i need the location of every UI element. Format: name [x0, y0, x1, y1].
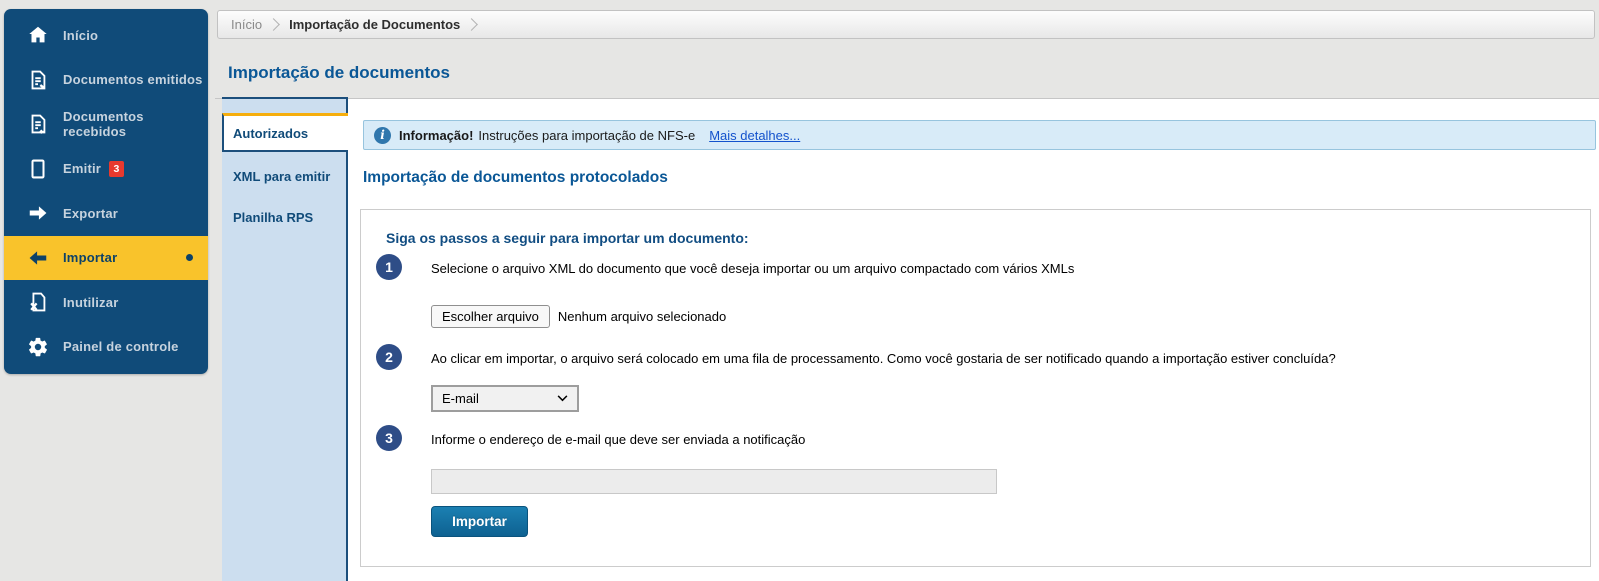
sidebar-item-exportar[interactable]: [4, 191, 208, 236]
step-3-text: Informe o endereço de e-mail que deve ser enviada a notificação: [431, 432, 806, 447]
sidebar-item-painel-de-controle[interactable]: [4, 325, 208, 370]
sidebar-item-label: Inutilizar: [63, 294, 119, 310]
sidebar-item-label: Início: [63, 27, 99, 43]
file-input: [431, 305, 726, 328]
more-details-link[interactable]: Mais detalhes...: [709, 127, 801, 143]
sidebar-item-label: Importar: [63, 250, 118, 266]
document-received-icon: [27, 113, 49, 135]
chevron-down-icon: [557, 395, 568, 402]
sidebar-item-documentos-recebidos[interactable]: [4, 102, 208, 147]
export-arrow-icon: [27, 202, 49, 224]
sidebar-item-label: Documentos recebidos: [63, 109, 144, 140]
chevron-right-icon: [267, 18, 280, 31]
sidebar-item-emitir[interactable]: [4, 147, 208, 192]
import-steps-box: [360, 209, 1591, 567]
breadcrumb-item-inicio[interactable]: Início: [231, 17, 263, 32]
notification-method-select[interactable]: [431, 385, 579, 412]
tab-xml-para-emitir[interactable]: XML para emitir: [233, 168, 331, 184]
sidebar-item-label: Documentos emitidos: [63, 72, 203, 88]
import-arrow-icon: [27, 247, 49, 269]
sidebar-item-importar[interactable]: [4, 236, 208, 281]
section-heading: Importação de documentos protocolados: [363, 169, 668, 186]
sidebar-item-inicio[interactable]: [4, 13, 208, 58]
step-2-text: Ao clicar em importar, o arquivo será colocado em uma fila de processamento. Como você gostaria de ser notificado quando a importação estiver concluída?: [431, 351, 1336, 366]
void-document-icon: [27, 291, 49, 313]
step-1-badge: 1: [376, 254, 402, 280]
home-icon: [27, 24, 49, 46]
page-title: Importação de documentos: [228, 63, 450, 82]
emitir-count-badge: 3: [109, 161, 124, 177]
info-icon: i: [374, 127, 391, 144]
step-3-badge: 3: [376, 425, 402, 451]
breadcrumb-item-current: Importação de Documentos: [289, 17, 461, 32]
breadcrumb: [217, 10, 1595, 39]
tab-planilha-rps[interactable]: Planilha RPS: [233, 209, 314, 225]
sidebar-item-label: Exportar: [63, 205, 119, 221]
import-button[interactable]: Importar: [431, 506, 528, 537]
sidebar-item-label: Emitir: [63, 161, 102, 177]
file-status-text: Nenhum arquivo selecionado: [557, 309, 727, 324]
active-indicator-dot: [186, 254, 193, 261]
sidebar-item-documentos-emitidos[interactable]: [4, 58, 208, 103]
info-banner-title: Informação!: [399, 127, 474, 143]
gear-icon: [27, 336, 49, 358]
tab-autorizados[interactable]: Autorizados: [222, 113, 348, 152]
info-banner-text: Instruções para importação de NFS-e: [478, 127, 696, 143]
step-2-badge: 2: [376, 344, 402, 370]
notification-method-value: E-mail: [442, 391, 479, 406]
notification-email-field[interactable]: [431, 469, 997, 494]
choose-file-button[interactable]: Escolher arquivo: [431, 305, 550, 328]
chevron-right-icon: [465, 18, 478, 31]
import-tabs-panel: [222, 97, 348, 581]
sidebar: [4, 9, 208, 374]
emit-document-icon: [27, 158, 49, 180]
sidebar-item-label: Painel de controle: [63, 339, 179, 355]
step-1-text: Selecione o arquivo XML do documento que você deseja importar ou um arquivo compactado com vários XMLs: [431, 261, 1075, 276]
document-sent-icon: [27, 69, 49, 91]
info-banner: [363, 120, 1596, 150]
sidebar-item-inutilizar[interactable]: [4, 280, 208, 325]
steps-intro: Siga os passos a seguir para importar um documento:: [386, 230, 749, 246]
